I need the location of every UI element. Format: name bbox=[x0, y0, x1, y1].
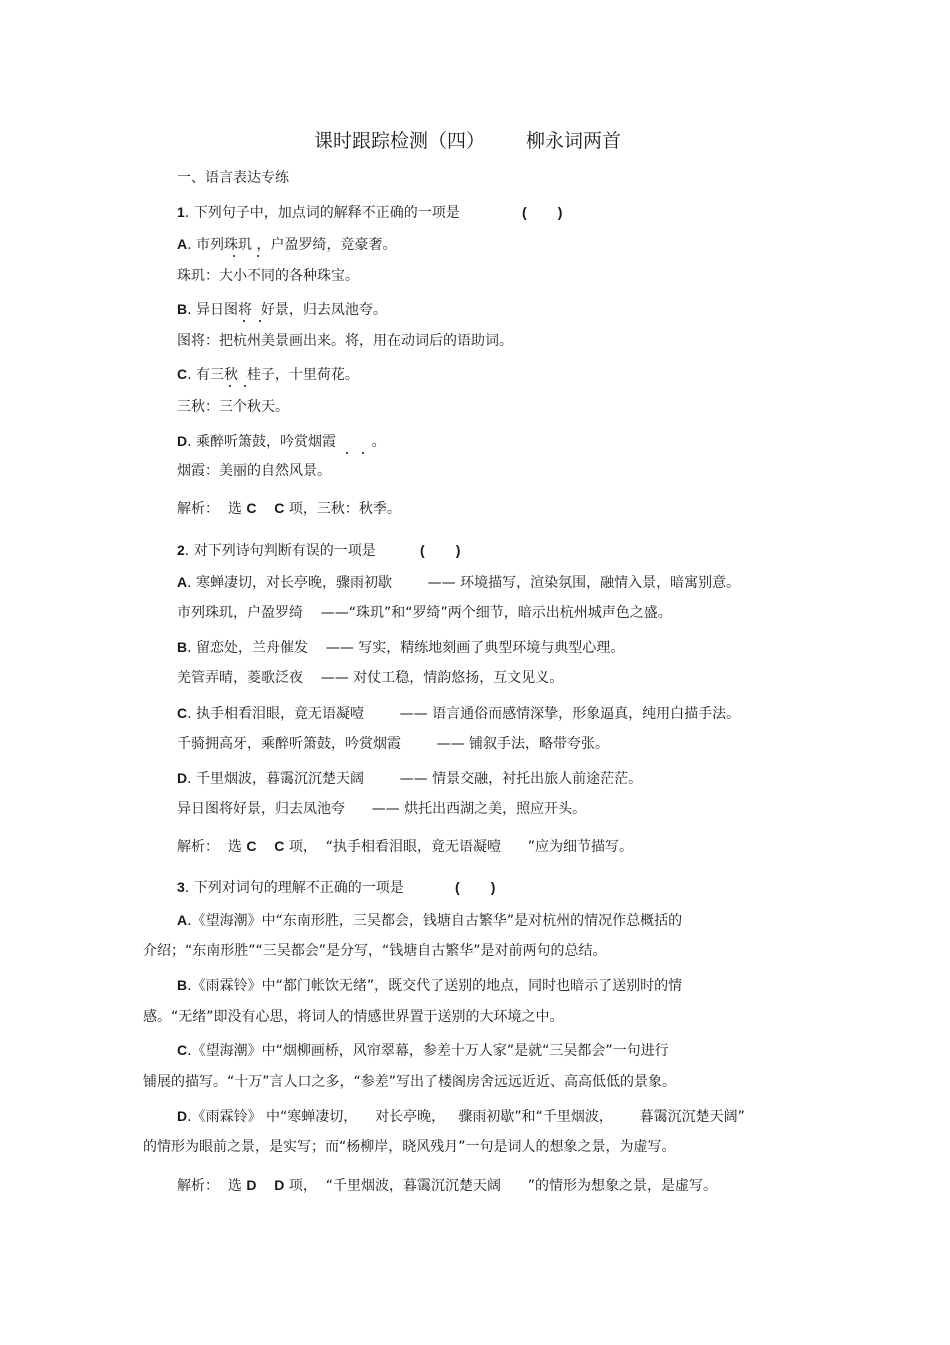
option-letter: A bbox=[177, 912, 188, 928]
option-letter: B bbox=[177, 301, 188, 317]
answer-bracket: ( ) bbox=[522, 204, 563, 220]
answer-bracket: ( ) bbox=[420, 542, 461, 558]
option-text: .《雨霖铃》 中“寒蝉凄切， 对长亭晚， 骤雨初歇”和“千里烟波， 暮霭沉沉楚天阔” bbox=[187, 1109, 745, 1125]
option-d bbox=[177, 1107, 745, 1126]
option-letter: D bbox=[177, 433, 188, 449]
emphasis-dot bbox=[233, 255, 235, 257]
option-letter: A bbox=[177, 236, 188, 252]
option-text: . 寒蝉凄切，对长亭晚，骤雨初歇 —— 环境描写，渲染氛围，融情入景，暗寓别意。 bbox=[187, 575, 741, 591]
option-continuation: 的情形为眼前之景，是实写；而“杨柳岸，晓风残月”一句是词人的想象之景，为虚写。 bbox=[143, 1139, 676, 1155]
option-continuation: 介绍；“东南形胜”“三吴都会”是分写，“钱塘自古繁华”是对前两句的总结。 bbox=[143, 943, 607, 959]
option-explanation: 图将：把杭州美景画出来。将，用在动词后的语助词。 bbox=[177, 333, 513, 349]
answer-letter: C bbox=[274, 500, 285, 516]
option-explanation: 珠玑：大小不同的各种珠宝。 bbox=[177, 268, 359, 284]
question-stem bbox=[177, 878, 404, 897]
answer-letter: C bbox=[274, 838, 285, 854]
answer-analysis bbox=[177, 837, 633, 856]
question-number: 2 bbox=[177, 542, 185, 558]
option-a bbox=[177, 911, 682, 930]
answer-letter: D bbox=[246, 1177, 257, 1193]
question-number: 3 bbox=[177, 879, 185, 895]
option-letter: D bbox=[177, 770, 188, 786]
option-d bbox=[177, 432, 386, 451]
option-text: . 乘醉听箫鼓，吟赏烟霞 。 bbox=[187, 434, 386, 450]
emphasis-dot bbox=[257, 255, 259, 257]
answer-letter: C bbox=[246, 838, 257, 854]
emphasis-dot bbox=[244, 385, 246, 387]
option-b bbox=[177, 638, 624, 657]
analysis-label: 解析： 选 bbox=[177, 501, 247, 517]
answer-analysis bbox=[177, 499, 401, 518]
option-text: . 异日图将 好景，归去凤池夸。 bbox=[187, 302, 387, 318]
option-text: .《望海潮》中“烟柳画桥，风帘翠幕，参差十万人家”是就“三吴都会”一句进行 bbox=[187, 1043, 669, 1059]
option-detail: 市列珠玑，户盈罗绮 ——“珠玑”和“罗绮”两个细节，暗示出杭州城声色之盛。 bbox=[177, 605, 672, 621]
option-letter: C bbox=[177, 1042, 188, 1058]
option-explanation: 烟霞：美丽的自然风景。 bbox=[177, 463, 331, 479]
option-detail: 异日图将好景，归去凤池夸 —— 烘托出西湖之美，照应开头。 bbox=[177, 801, 587, 817]
option-letter: C bbox=[177, 366, 188, 382]
question-stem bbox=[177, 541, 376, 560]
emphasis-dot bbox=[259, 320, 261, 322]
answer-letter: D bbox=[274, 1177, 285, 1193]
answer-bracket: ( ) bbox=[455, 879, 496, 895]
option-text: . 千里烟波，暮霭沉沉楚天阔 —— 情景交融，衬托出旅人前途茫茫。 bbox=[187, 771, 643, 787]
question-number: 1 bbox=[177, 204, 185, 220]
analysis-text: 项， “执手相看泪眼，竟无语凝噎 ”应为细节描写。 bbox=[284, 839, 633, 855]
option-a bbox=[177, 573, 740, 592]
option-text: . 留恋处，兰舟催发 —— 写实，精练地刻画了典型环境与典型心理。 bbox=[187, 640, 625, 656]
question-text: . 下列对词句的理解不正确的一项是 bbox=[184, 880, 404, 896]
option-a bbox=[177, 235, 396, 254]
emphasis-dot bbox=[362, 452, 364, 454]
option-continuation: 感。“无绪”即没有心思，将词人的情感世界置于送别的大环境之中。 bbox=[143, 1009, 564, 1025]
option-d bbox=[177, 769, 642, 788]
option-letter: B bbox=[177, 639, 188, 655]
option-text: . 市列珠玑 ，户盈罗绮，竞豪奢。 bbox=[187, 237, 397, 253]
page-subtitle: 柳永词两首 bbox=[526, 130, 622, 152]
option-detail: 羌管弄晴，菱歌泛夜 —— 对仗工稳，情韵悠扬，互文见义。 bbox=[177, 670, 564, 686]
analysis-text: 项， “千里烟波，暮霭沉沉楚天阔 ”的情形为想象之景，是虚写。 bbox=[284, 1178, 717, 1194]
emphasis-dot bbox=[229, 385, 231, 387]
option-text: . 有三秋 桂子，十里荷花。 bbox=[187, 367, 359, 383]
option-b bbox=[177, 976, 682, 995]
option-letter: C bbox=[177, 705, 188, 721]
option-text: . 执手相看泪眼，竟无语凝噎 —— 语言通俗而感情深挚，形象逼真，纯用白描手法。 bbox=[187, 706, 741, 722]
option-letter: D bbox=[177, 1108, 188, 1124]
option-detail: 千骑拥高牙，乘醉听箫鼓，吟赏烟霞 —— 铺叙手法，略带夸张。 bbox=[177, 736, 610, 752]
question-text: . 对下列诗句判断有误的一项是 bbox=[184, 543, 376, 559]
answer-analysis bbox=[177, 1176, 717, 1195]
option-text: .《望海潮》中“东南形胜，三吴都会，钱塘自古繁华”是对杭州的情况作总概括的 bbox=[187, 913, 683, 929]
option-c bbox=[177, 365, 359, 384]
answer-letter: C bbox=[246, 500, 257, 516]
section-heading: 一、语言表达专练 bbox=[177, 170, 289, 186]
option-c bbox=[177, 704, 740, 723]
option-letter: A bbox=[177, 574, 188, 590]
emphasis-dot bbox=[346, 452, 348, 454]
page-title: 课时跟踪检测（四） bbox=[314, 130, 486, 152]
analysis-text: 项，三秋：秋季。 bbox=[284, 501, 401, 517]
option-continuation: 铺展的描写。“十万”言人口之多，“参差”写出了楼阁房舍远远近近、高高低低的景象。 bbox=[143, 1074, 677, 1090]
option-c bbox=[177, 1041, 669, 1060]
option-b bbox=[177, 300, 387, 319]
analysis-label: 解析： 选 bbox=[177, 839, 247, 855]
option-text: .《雨霖铃》中“都门帐饮无绪”，既交代了送别的地点，同时也暗示了送别时的情 bbox=[187, 978, 683, 994]
option-letter: B bbox=[177, 977, 188, 993]
option-explanation: 三秋：三个秋天。 bbox=[177, 399, 289, 415]
emphasis-dot bbox=[243, 320, 245, 322]
question-text: . 下列句子中，加点词的解释不正确的一项是 bbox=[184, 205, 460, 221]
question-stem bbox=[177, 203, 460, 222]
analysis-label: 解析： 选 bbox=[177, 1178, 247, 1194]
